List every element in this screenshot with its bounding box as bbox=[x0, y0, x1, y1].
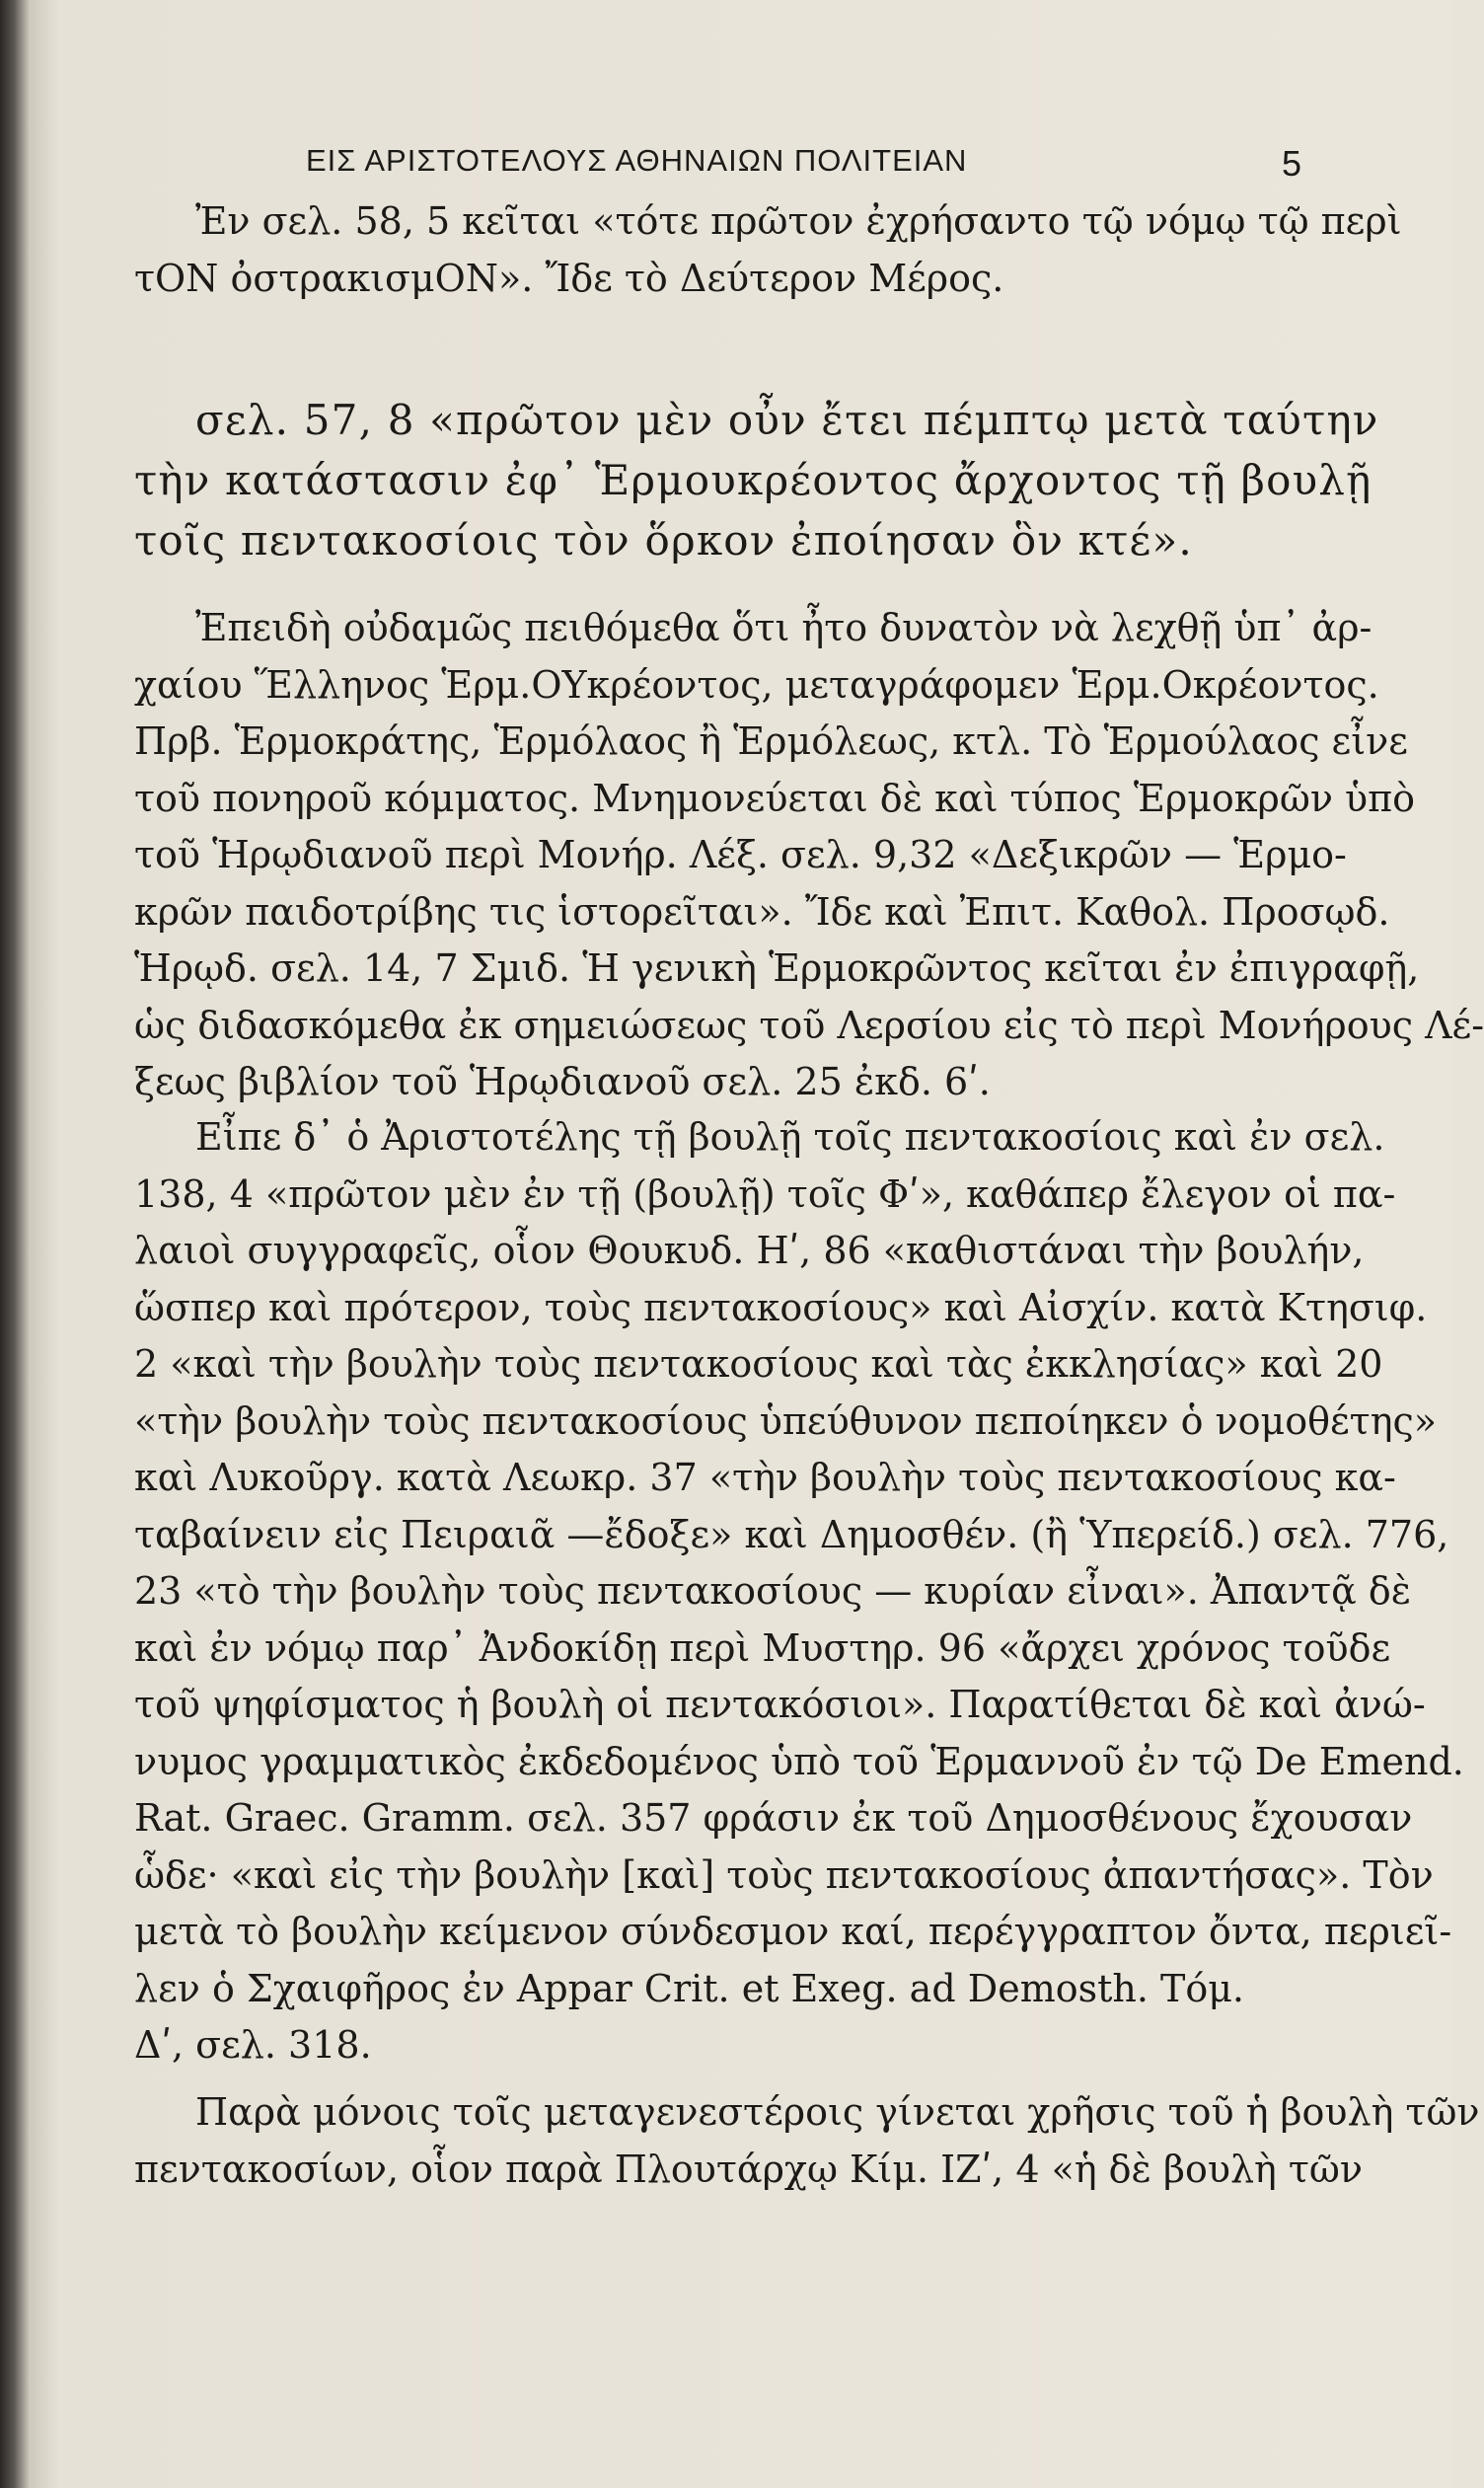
text-line: μετὰ τὸ βουλὴν κείμενον σύνδεσμον καί, περέγγραπτον ὄντα, περιεῖ- bbox=[134, 1910, 1452, 1953]
paragraph-4 bbox=[134, 1109, 1464, 2074]
text-line: τὴν κατάστασιν ἐφ᾽ Ἑρμουκρέοντος ἄρχοντος τῇ βουλῇ bbox=[134, 456, 1373, 504]
text-line: ταβαίνειν εἰς Πειραιᾶ —ἔδοξε» καὶ Δημοσθέν. (ἢ Ὑπερείδ.) σελ. 776, bbox=[134, 1512, 1449, 1556]
text-line: κρῶν παιδοτρίβης τις ἱστορεῖται». Ἴδε καὶ Ἐπιτ. Καθολ. Προσῳδ. bbox=[134, 889, 1390, 934]
text-line: τοῖς πεντακοσίοις τὸν ὅρκον ἐποίησαν ὃν κτέ». bbox=[134, 516, 1193, 565]
text-line: χαίου Ἕλληνος Ἑρμ.ΟΥκρέοντος, μεταγράφομεν Ἑρμ.Οκρέοντος. bbox=[134, 662, 1379, 707]
text-line: 138, 4 «πρῶτον μὲν ἐν τῇ (βουλῇ) τοῖς Φʹ», καθάπερ ἔλεγον οἱ πα- bbox=[134, 1171, 1396, 1216]
text-line: Παρὰ μόνοις τοῖς μεταγενεστέροις γίνεται χρῆσις τοῦ ἡ βουλὴ τῶν bbox=[195, 2090, 1480, 2134]
page-number: 5 bbox=[1281, 143, 1302, 184]
paragraph-5 bbox=[134, 2084, 1480, 2198]
text-line: 2 «καὶ τὴν βουλὴν τοὺς πεντακοσίους καὶ τὰς ἐκκλησίας» καὶ 20 bbox=[134, 1342, 1383, 1386]
text-line: Πρβ. Ἑρμοκράτης, Ἑρμόλαος ἢ Ἑρμόλεως, κτλ. Τὸ Ἑρμούλαος εἶνε bbox=[134, 719, 1408, 763]
text-line: Rat. Graec. Gramm. σελ. 357 φράσιν ἐκ τοῦ Δημοσθένους ἔχουσαν bbox=[134, 1796, 1413, 1840]
paragraph-1 bbox=[134, 193, 1402, 307]
text-line: ὥσπερ καὶ πρότερον, τοὺς πεντακοσίους» καὶ Αἰσχίν. κατὰ Κτησιφ. bbox=[134, 1285, 1428, 1329]
text-line: 23 «τὸ τὴν βουλὴν τοὺς πεντακοσίους — κυρίαν εἶναι». Ἀπαντᾷ δὲ bbox=[134, 1569, 1412, 1613]
text-line: «τὴν βουλὴν τοὺς πεντακοσίους ὑπεύθυνον πεποίηκεν ὁ νομοθέτης» bbox=[134, 1398, 1437, 1443]
text-line: Ἐν σελ. 58, 5 κεῖται «τότε πρῶτον ἐχρήσαντο τῷ νόμῳ τῷ περὶ bbox=[195, 199, 1402, 243]
text-line: τΟΝ ὀστρακισμΟΝ». Ἴδε τὸ Δεύτερον Μέρος. bbox=[134, 256, 1004, 300]
text-line: σελ. 57, 8 «πρῶτον μὲν οὖν ἔτει πέμπτῳ μετὰ ταύτην bbox=[195, 396, 1379, 444]
text-line: καὶ ἐν νόμῳ παρ᾽ Ἀνδοκίδῃ περὶ Μυστηρ. 96 «ἄρχει χρόνος τοῦδε bbox=[134, 1625, 1391, 1670]
text-line: λαιοὶ συγγραφεῖς, οἷον Θουκυδ. Ηʹ, 86 «καθιστάναι τὴν βουλήν, bbox=[134, 1229, 1365, 1272]
text-line: τοῦ πονηροῦ κόμματος. Μνημονεύεται δὲ καὶ τύπος Ἑρμοκρῶν ὑπὸ bbox=[134, 776, 1415, 820]
text-line: πεντακοσίων, οἷον παρὰ Πλουτάρχῳ Κίμ. ΙΖʹ, 4 «ἡ δὲ βουλὴ τῶν bbox=[134, 2147, 1364, 2191]
text-line: Δʹ, σελ. 318. bbox=[134, 2023, 372, 2067]
paragraph-2-quotation bbox=[134, 390, 1379, 570]
running-head bbox=[306, 143, 1302, 184]
text-line: τοῦ ψηφίσματος ἡ βουλὴ οἱ πεντακόσιοι». Παρατίθεται δὲ καὶ ἀνώ- bbox=[134, 1683, 1426, 1726]
text-line: ξεως βιβλίον τοῦ Ἡρῳδιανοῦ σελ. 25 ἐκδ. 6ʹ. bbox=[134, 1060, 991, 1103]
text-line: Εἶπε δ᾽ ὁ Ἀριστοτέλης τῇ βουλῇ τοῖς πεντακοσίοις καὶ ἐν σελ. bbox=[195, 1115, 1385, 1159]
text-line: νυμος γραμματικὸς ἐκδεδομένος ὑπὸ τοῦ Ἑρμαννοῦ ἐν τῷ De Emend. bbox=[134, 1739, 1464, 1783]
text-line: Ἐπειδὴ οὐδαμῶς πειθόμεθα ὅτι ἦτο δυνατὸν νὰ λεχθῇ ὑπ᾽ ἀρ- bbox=[195, 606, 1373, 649]
text-line: λεν ὁ Σχαιφῆρος ἐν Appar Crit. et Exeg. ad Demosth. Τόμ. bbox=[134, 1966, 1245, 2010]
text-line: καὶ Λυκοῦργ. κατὰ Λεωκρ. 37 «τὴν βουλὴν τοὺς πεντακοσίους κα- bbox=[134, 1456, 1396, 1499]
running-head-title: ΕΙΣ ΑΡΙΣΤΟΤΕΛΟΥΣ ΑΘΗΝΑΙΩΝ ΠΟΛΙΤΕΙΑΝ bbox=[306, 143, 968, 178]
text-line: ὧδε· «καὶ εἰς τὴν βουλὴν [καὶ] τοὺς πεντακοσίους ἀπαντήσας». Τὸν bbox=[134, 1852, 1434, 1897]
text-line: τοῦ Ἡρῳδιανοῦ περὶ Μονήρ. Λέξ. σελ. 9,32 «Δεξικρῶν — Ἑρμο- bbox=[134, 833, 1347, 876]
text-line: Ἡρῳδ. σελ. 14, 7 Σμιδ. Ἡ γενικὴ Ἑρμοκρῶντος κεῖται ἐν ἐπιγραφῇ, bbox=[134, 946, 1420, 990]
text-line: ὡς διδασκόμεθα ἐκ σημειώσεως τοῦ Λερσίου εἰς τὸ περὶ Μονήρους Λέ- bbox=[134, 1003, 1484, 1047]
paragraph-3 bbox=[134, 600, 1484, 1111]
